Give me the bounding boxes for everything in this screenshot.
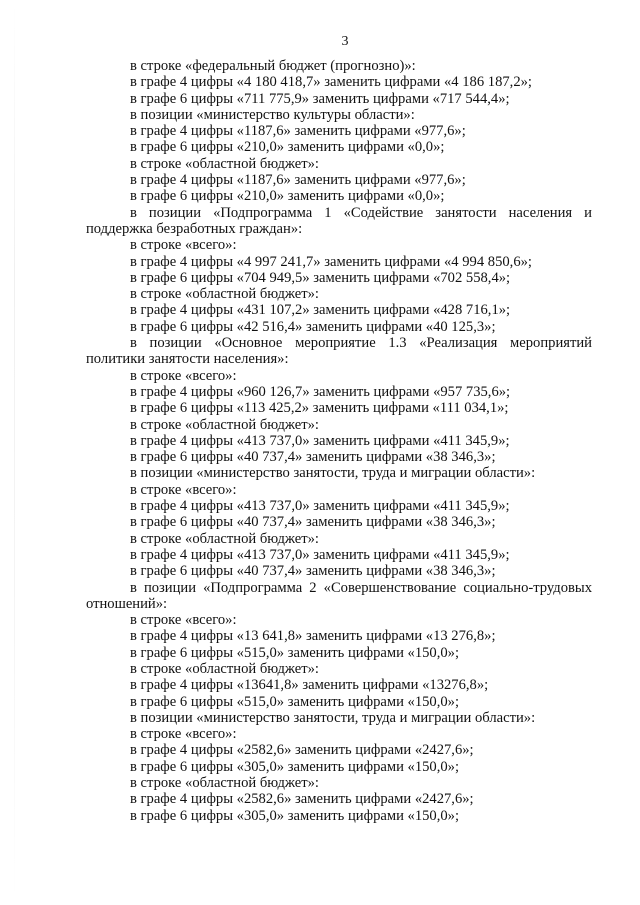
text-line: в строке «всего»:: [130, 367, 237, 384]
text-line: в строке «областной бюджет»:: [130, 660, 319, 677]
text-line: в строке «областной бюджет»:: [130, 286, 319, 303]
text-line: отношений»:: [86, 595, 168, 612]
text-line: в строке «областной бюджет»:: [130, 775, 319, 792]
text-line: в графе 4 цифры «4 997 241,7» заменить цифрами «4 994 850,6»;: [130, 253, 532, 270]
text-line: в графе 6 цифры «210,0» заменить цифрами «0,0»;: [130, 188, 445, 205]
text-line: в графе 6 цифры «40 737,4» заменить цифрами «38 346,3»;: [130, 449, 496, 466]
text-line: в графе 4 цифры «2582,6» заменить цифрами «2427,6»;: [130, 742, 474, 759]
text-line: в графе 4 цифры «13641,8» заменить цифрами «13276,8»;: [130, 677, 489, 694]
text-line: в позиции «министерство занятости, труда и миграции области»:: [130, 465, 536, 482]
text-line: в графе 6 цифры «113 425,2» заменить цифрами «111 034,1»;: [130, 400, 509, 417]
text-line: в графе 4 цифры «960 126,7» заменить цифрами «957 735,6»;: [130, 383, 511, 400]
text-line: в графе 6 цифры «40 737,4» заменить цифрами «38 346,3»;: [130, 514, 496, 531]
text-line: в графе 6 цифры «40 737,4» заменить цифрами «38 346,3»;: [130, 563, 496, 580]
text-line: в строке «всего»:: [130, 481, 237, 498]
text-line: в строке «федеральный бюджет (прогнозно)»:: [130, 58, 416, 74]
text-line: в строке «областной бюджет»:: [130, 155, 319, 172]
text-line: в строке «всего»:: [130, 612, 237, 629]
text-line: в графе 4 цифры «431 107,2» заменить цифрами «428 716,1»;: [130, 302, 511, 319]
text-line: в графе 4 цифры «413 737,0» заменить цифрами «411 345,9»;: [130, 546, 510, 563]
text-line: в графе 4 цифры «413 737,0» заменить цифрами «411 345,9»;: [130, 432, 510, 449]
text-line: в графе 6 цифры «515,0» заменить цифрами «150,0»;: [130, 693, 460, 710]
text-line: в графе 6 цифры «704 949,5» заменить цифрами «702 558,4»;: [130, 269, 511, 286]
text-line: в графе 4 цифры «4 180 418,7» заменить цифрами «4 186 187,2»;: [130, 74, 532, 91]
text-line: в строке «всего»:: [130, 237, 237, 254]
text-line: в графе 4 цифры «1187,6» заменить цифрами «977,6»;: [130, 172, 466, 189]
text-line: в графе 4 цифры «2582,6» заменить цифрами «2427,6»;: [130, 791, 474, 808]
text-line: в графе 6 цифры «305,0» заменить цифрами «150,0»;: [130, 807, 460, 824]
text-line: политики занятости населения»:: [86, 351, 289, 368]
page-number: 3: [341, 34, 349, 49]
text-line: в графе 6 цифры «305,0» заменить цифрами «150,0»;: [130, 758, 460, 775]
text-line: в позиции «министерство занятости, труда и миграции области»:: [130, 709, 536, 726]
scan-edge-shadow: [14, 0, 15, 905]
text-line: в строке «областной бюджет»:: [130, 416, 319, 433]
text-line: в строке «областной бюджет»:: [130, 530, 319, 547]
text-line: в графе 4 цифры «413 737,0» заменить цифрами «411 345,9»;: [130, 498, 510, 515]
text-line: в графе 4 цифры «1187,6» заменить цифрами «977,6»;: [130, 123, 466, 140]
text-line: в графе 4 цифры «13 641,8» заменить цифрами «13 276,8»;: [130, 628, 496, 645]
document-body: [86, 58, 592, 824]
text-line: в позиции «Подпрограмма 1 «Содействие занятости населения и: [130, 204, 592, 221]
text-line: в позиции «министерство культуры области»:: [130, 106, 415, 123]
text-line: в позиции «Подпрограмма 2 «Совершенствование социально-трудовых: [130, 579, 592, 596]
text-line: в строке «всего»:: [130, 726, 237, 743]
text-line: в графе 6 цифры «711 775,9» заменить цифрами «717 544,4»;: [130, 90, 510, 107]
text-line: в графе 6 цифры «210,0» заменить цифрами «0,0»;: [130, 139, 445, 156]
text-line: в графе 6 цифры «42 516,4» заменить цифрами «40 125,3»;: [130, 318, 496, 335]
text-line: в графе 6 цифры «515,0» заменить цифрами «150,0»;: [130, 644, 460, 661]
text-line: в позиции «Основное мероприятие 1.3 «Реализация мероприятий: [130, 335, 592, 352]
text-line: поддержка безработных граждан»:: [86, 220, 303, 237]
